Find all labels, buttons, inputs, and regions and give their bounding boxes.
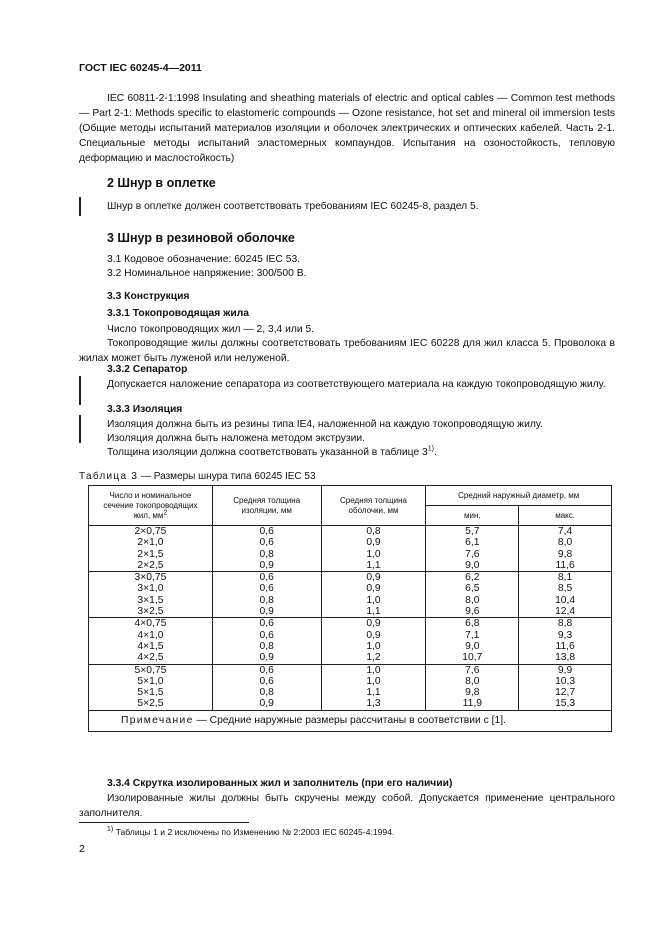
- footnote-separator: [79, 822, 249, 823]
- table-value: 0,6: [259, 664, 274, 676]
- table-value: 0,8: [259, 687, 274, 699]
- table-value: 0,6: [259, 526, 274, 537]
- table-value: 5,7: [465, 526, 480, 537]
- table-value: 0,9: [366, 629, 381, 641]
- cell-sheath: [321, 664, 426, 710]
- cell-diameter-max: [519, 618, 612, 664]
- table-value: 0,8: [259, 594, 274, 606]
- table-value: 1,1: [366, 559, 381, 571]
- table-value: 8,5: [557, 583, 573, 595]
- table-value: 11,9: [462, 698, 482, 710]
- table-value: 8,0: [557, 537, 573, 549]
- table-value: 8,1: [557, 572, 573, 584]
- cell-conductors: [89, 618, 213, 664]
- change-bar: [79, 197, 81, 216]
- table-value: 12,4: [555, 606, 576, 618]
- table-value: 0,9: [259, 698, 274, 710]
- table-value: 0,8: [259, 640, 274, 652]
- table-value: 7,4: [557, 526, 573, 537]
- clause-3-3-3-text-c: Толщина изоляции должна соответствовать указанной в таблице 3$^{1)}$.: [107, 445, 437, 458]
- page-number: 2: [79, 843, 85, 855]
- col-header-insulation: Средняя толщина изоляции, мм: [212, 486, 321, 526]
- table-value: 0,6: [259, 572, 274, 584]
- clause-3-3-1-text-a: Число токопроводящих жил — 2, 3,4 или 5.: [107, 324, 315, 335]
- dimensions-table: [88, 485, 612, 732]
- change-bar: [79, 376, 81, 405]
- table-value: 1,3: [366, 698, 381, 710]
- reference-paragraph: IEC 60811-2-1:1998 Insulating and sheathing materials of electric and optical cables — Common test methods — Part 2-1: Methods specific to elastomeric compounds — Ozone resistance, hot set and mineral oil immersion tests (Общие методы испытаний материалов изоляции и оболочек электрических и оптических кабелей. Часть 2-1. Специальные методы испытаний эластомерных компаундов. Испытания на озоностойкость, тепловую деформацию и маслостойкость): [79, 93, 615, 164]
- table-value: 2×2,5: [137, 559, 164, 571]
- table-value: 15,3: [555, 698, 576, 710]
- clause-3-3-4-text: Изолированные жилы должны быть скручены между собой. Допускается применение центрального заполнителя.: [79, 793, 615, 819]
- section-2-title: 2 Шнур в оплетке: [107, 176, 216, 190]
- cell-diameter-max: [519, 572, 612, 618]
- table-value: 0,6: [259, 583, 274, 595]
- cell-insulation: [212, 664, 321, 710]
- clause-3-3-1-heading: 3.3.1 Токопроводящая жила: [107, 308, 249, 319]
- cell-diameter-min: [426, 664, 519, 710]
- cell-insulation: [212, 572, 321, 618]
- table-value: 0,6: [259, 675, 274, 687]
- table-value: 0,9: [259, 606, 274, 618]
- table-value: 8,8: [557, 618, 573, 630]
- clause-3-3-3-text-a: Изоляция должна быть из резины типа IE4, наложенной на каждую токопроводящую жилу.: [107, 419, 543, 430]
- table-value: 6,2: [465, 572, 480, 584]
- table-value: 12,7: [555, 687, 576, 699]
- table-value: 1,2: [366, 652, 381, 664]
- table-value: 0,9: [366, 537, 381, 549]
- table-value: 9,8: [465, 687, 480, 699]
- table-value: 7,6: [465, 548, 480, 560]
- table-note: Примечание — Средние наружные размеры рассчитаны в соответствии с [1].: [89, 710, 612, 731]
- table-value: 6,5: [465, 583, 480, 595]
- table-value: 9,0: [465, 559, 480, 571]
- clause-3-3-2-text: Допускается наложение сепаратора из соответствующего материала на каждую токопроводящую жилу.: [107, 379, 606, 390]
- cell-sheath: [321, 526, 426, 572]
- clause-3-3-1-text-b: Токопроводящие жилы должны соответствовать требованиям IEC 60228 для жил класса 5. Проволока в жилах может быть луженой или нелуженой.: [79, 338, 615, 364]
- table-value: 11,6: [555, 559, 575, 571]
- table-value: 10,4: [555, 594, 576, 606]
- cell-conductors: [89, 572, 213, 618]
- section-2-text: Шнур в оплетке должен соответствовать требованиям IEC 60245-8, раздел 5.: [107, 201, 479, 212]
- table-row-group: [89, 618, 612, 664]
- cell-sheath: [321, 572, 426, 618]
- table-value: 6,8: [465, 618, 480, 630]
- table-value: 0,9: [366, 583, 381, 595]
- col-header-conductors: Число и номинальное сечение токопроводящих жил, $мм^2$: [89, 486, 213, 526]
- table-value: 3×1,5: [137, 594, 164, 606]
- table-value: 0,9: [259, 652, 274, 664]
- cell-conductors: [89, 526, 213, 572]
- cell-conductors: [89, 664, 213, 710]
- table-caption: Таблица 3 — Размеры шнура типа 60245 IEC 53: [79, 471, 316, 482]
- document-code: ГОСТ IEC 60245-4—2011: [79, 62, 202, 74]
- clause-3-3-heading: 3.3 Конструкция: [107, 291, 190, 302]
- clause-3-3-3-text-b: Изоляция должна быть наложена методом экструзии.: [107, 433, 365, 444]
- table-value: 9,3: [557, 629, 573, 641]
- table-value: 1,0: [366, 548, 381, 560]
- clause-3-2: 3.2 Номинальное напряжение: 300/500 В.: [107, 268, 307, 279]
- table-value: 4×0,75: [134, 618, 167, 630]
- table-value: 4×1,0: [137, 629, 164, 641]
- footnote: $^{1)}$ Таблицы 1 и 2 исключены по Изменению № 2:2003 IEC 60245-4:1994.: [107, 826, 395, 837]
- table-value: 2×0,75: [134, 526, 167, 537]
- table-value: 2×1,5: [137, 548, 164, 560]
- clause-3-1: 3.1 Кодовое обозначение: 60245 IEC 53.: [107, 254, 301, 265]
- table-value: 1,1: [366, 687, 381, 699]
- table-value: 4×2,5: [137, 652, 164, 664]
- table-value: 1,0: [366, 664, 381, 676]
- table-value: 9,8: [557, 548, 573, 560]
- cell-diameter-min: [426, 572, 519, 618]
- table-value: 9,9: [557, 664, 573, 676]
- section-3-title: 3 Шнур в резиновой оболочке: [107, 231, 295, 245]
- table-value: 1,0: [366, 594, 381, 606]
- table-row-group: [89, 664, 612, 710]
- table-value: 5×0,75: [134, 664, 167, 676]
- table-value: 3×2,5: [137, 606, 164, 618]
- table-row-group: [89, 572, 612, 618]
- table-value: 2×1,0: [137, 537, 164, 549]
- table-value: 0,9: [366, 572, 381, 584]
- table-value: 8,0: [465, 594, 480, 606]
- table-value: 0,6: [259, 537, 274, 549]
- table-value: 0,9: [259, 559, 274, 571]
- table-value: 7,1: [465, 629, 480, 641]
- col-header-sheath: Средняя толщина оболочки, мм: [321, 486, 426, 526]
- table-value: 9,6: [465, 606, 480, 618]
- cell-diameter-max: [519, 526, 612, 572]
- table-value: 5×2,5: [137, 698, 164, 710]
- clause-3-3-2-heading: 3.3.2 Сепаратор: [107, 364, 188, 375]
- table-value: 10,7: [462, 652, 483, 664]
- table-value: 3×1,0: [137, 583, 164, 595]
- col-header-max: макс.: [519, 506, 612, 526]
- clause-3-3-4-heading: 3.3.4 Скрутка изолированных жил и заполнитель (при его наличии): [107, 778, 453, 789]
- table-value: 8,0: [465, 675, 480, 687]
- table-value: 3×0,75: [134, 572, 167, 584]
- table-value: 0,6: [259, 618, 274, 630]
- cell-diameter-min: [426, 618, 519, 664]
- cell-diameter-min: [426, 526, 519, 572]
- col-header-min: мин.: [426, 506, 519, 526]
- change-bar: [79, 415, 81, 443]
- cell-sheath: [321, 618, 426, 664]
- table-value: 0,6: [259, 629, 274, 641]
- table-value: 7,6: [465, 664, 480, 676]
- table-value: 1,1: [366, 606, 381, 618]
- table-value: 5×1,0: [137, 675, 164, 687]
- table-value: 13,8: [555, 652, 576, 664]
- cell-insulation: [212, 618, 321, 664]
- table-value: 4×1,5: [137, 640, 164, 652]
- table-value: 10,3: [555, 675, 576, 687]
- col-header-diameter: Средний наружный диаметр, мм: [426, 486, 612, 506]
- table-value: 11,6: [555, 640, 575, 652]
- cell-diameter-max: [519, 664, 612, 710]
- table-row-group: [89, 526, 612, 572]
- cell-insulation: [212, 526, 321, 572]
- table-value: 1,0: [366, 640, 381, 652]
- clause-3-3-3-heading: 3.3.3 Изоляция: [107, 404, 183, 415]
- table-value: 1,0: [366, 675, 381, 687]
- table-value: 0,9: [366, 618, 381, 630]
- table-value: 6,1: [465, 537, 480, 549]
- table-value: 5×1,5: [137, 687, 164, 699]
- table-value: 0,8: [366, 526, 381, 537]
- table-value: 9,0: [465, 640, 480, 652]
- table-value: 0,8: [259, 548, 274, 560]
